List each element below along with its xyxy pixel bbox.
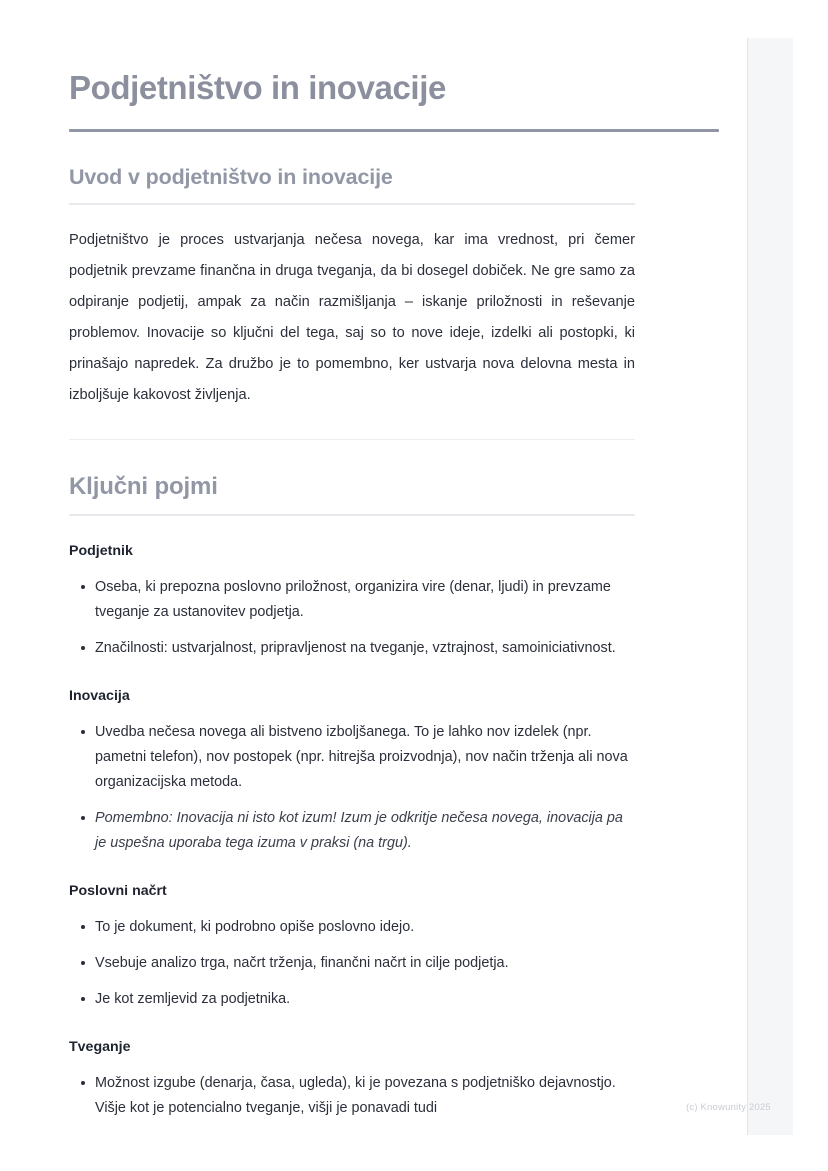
list-item: Oseba, ki prepozna poslovno priložnost, organizira vire (denar, ljudi) in prevzame tveganje za ustanovitev podjetja.: [69, 575, 635, 625]
list-item: Značilnosti: ustvarjalnost, pripravljenost na tveganje, vztrajnost, samoiniciativnost.: [69, 636, 635, 661]
list-item: Možnost izgube (denarja, časa, ugleda), ki je povezana s podjetniško dejavnostjo. Višje kot je potencialno tveganje, višji je ponavadi tudi: [69, 1071, 635, 1121]
list-item: Vsebuje analizo trga, načrt trženja, finančni načrt in cilje podjetja.: [69, 951, 635, 976]
term-block: [69, 856, 635, 1012]
intro-paragraph: Podjetništvo je proces ustvarjanja nečesa novega, kar ima vrednost, pri čemer podjetnik prevzame finančna in druga tveganja, da bi dosegel dobiček. Ne gre samo za odpiranje podjetij, ampak za način razmišljanja – iskanje priložnosti in reševanje problemov. Inovacije so ključni del tega, saj so to nove ideje, izdelki ali postopki, ki prinašajo napredek. Za družbo je to pomembno, ker ustvarja nova delovna mesta in izboljšuje kakovost življenja.: [69, 231, 635, 403]
list-item: Je kot zemljevid za podjetnika.: [69, 987, 635, 1012]
section-heading-kljucni-pojmi: Ključni pojmi: [69, 473, 218, 500]
term-bullet-list: [69, 1057, 635, 1121]
right-panel-strip: [747, 38, 793, 1135]
list-item: To je dokument, ki podrobno opiše poslovno idejo.: [69, 915, 635, 940]
term-title: Poslovni načrt: [69, 882, 167, 899]
page-title: Podjetništvo in inovacije: [69, 69, 446, 106]
term-title: Inovacija: [69, 687, 130, 704]
term-title: Tveganje: [69, 1038, 131, 1055]
footer-watermark: (c) Knowunity 2025: [686, 1102, 771, 1113]
term-block: [69, 1012, 635, 1121]
section-heading-uvod: Uvod v podjetništvo in inovacije: [69, 165, 393, 189]
list-item: Uvedba nečesa novega ali bistveno izboljšanega. To je lahko nov izdelek (npr. pametni telefon), nov postopek (npr. hitrejša proizvodnja), nov način trženja ali nova organizacijska metoda.: [69, 720, 635, 795]
term-bullet-list: [69, 706, 635, 856]
term-block: [69, 661, 635, 856]
term-bullet-list: [69, 901, 635, 1012]
term-bullet-list: [69, 561, 635, 661]
term-title: Podjetnik: [69, 542, 133, 559]
term-block: [69, 516, 635, 661]
list-item-emphasis: Pomembno: Inovacija ni isto kot izum! Izum je odkritje nečesa novega, inovacija pa je uspešna uporaba tega izuma v praksi (na trgu).: [69, 806, 635, 856]
